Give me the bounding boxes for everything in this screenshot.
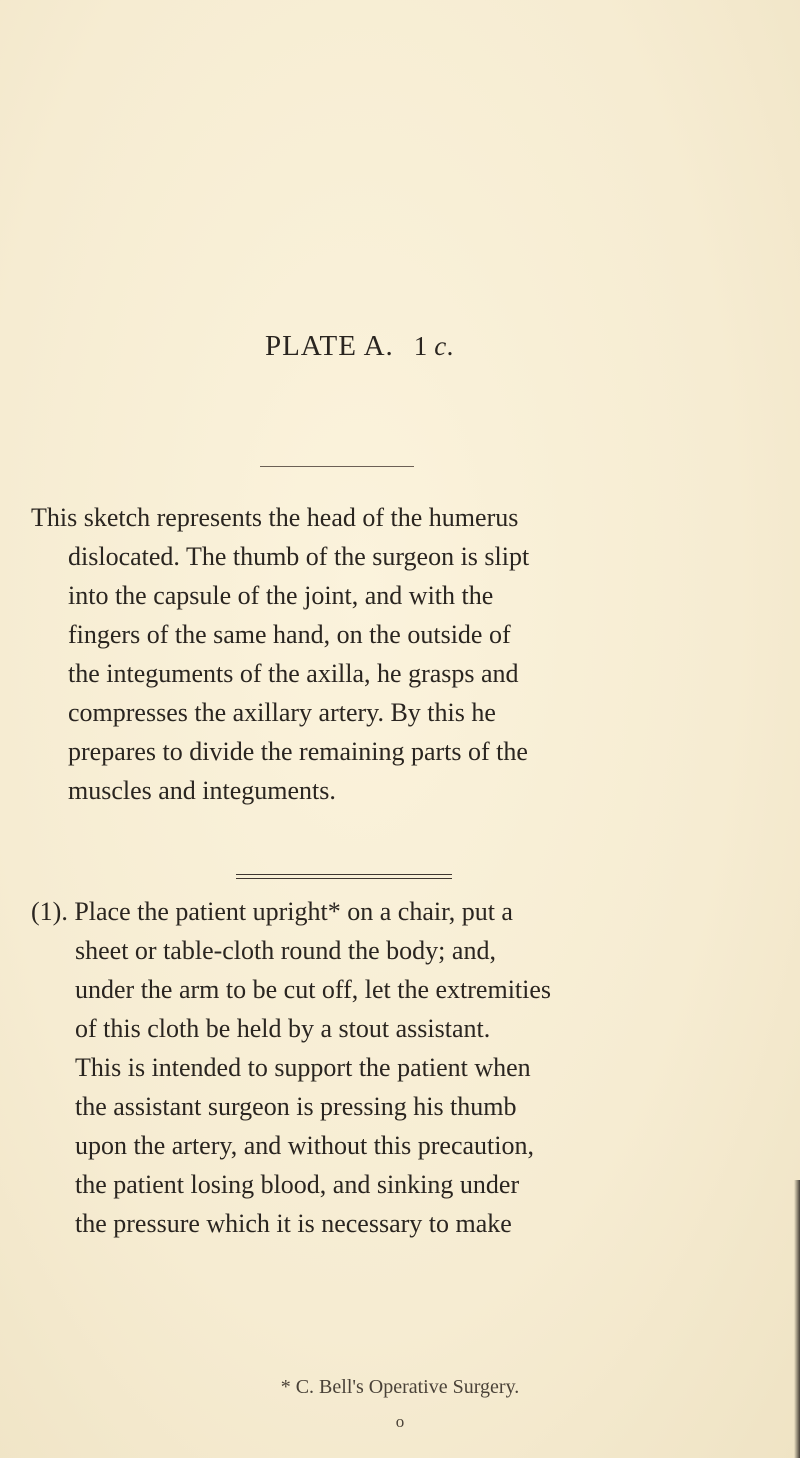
paragraph-line: sheet or table-cloth round the body; and, bbox=[75, 936, 496, 965]
plate-heading bbox=[0, 330, 720, 363]
plate-ref-letter: c. bbox=[434, 331, 456, 361]
paragraph-line: the pressure which it is necessary to make bbox=[75, 1209, 512, 1238]
paragraph-line: the patient losing blood, and sinking under bbox=[75, 1170, 520, 1199]
short-divider-rule bbox=[260, 466, 414, 467]
paragraph-line: the assistant surgeon is pressing his thumb bbox=[75, 1092, 517, 1121]
footnote: * C. Bell's Operative Surgery. bbox=[280, 1376, 520, 1398]
paragraph-line: the integuments of the axilla, he grasps and bbox=[68, 659, 519, 688]
plate-title: PLATE A. bbox=[264, 330, 394, 362]
paragraph-line: under the arm to be cut off, let the extremities bbox=[75, 975, 552, 1004]
paragraph-line: muscles and integuments. bbox=[68, 776, 336, 805]
paragraph-line: (1). Place the patient upright* on a chair, put a bbox=[31, 897, 513, 926]
plate-description-paragraph bbox=[31, 498, 731, 810]
paragraph-line: into the capsule of the joint, and with the bbox=[68, 581, 494, 610]
paragraph-line: fingers of the same hand, on the outside of bbox=[68, 620, 511, 649]
instruction-paragraph bbox=[31, 892, 731, 1243]
paragraph-line: compresses the axillary artery. By this he bbox=[68, 698, 496, 727]
plate-ref-number: 1 bbox=[413, 331, 429, 361]
plate-reference bbox=[414, 331, 455, 361]
double-divider-rule bbox=[236, 874, 452, 879]
printer-signature-mark: o bbox=[395, 1412, 405, 1431]
paragraph-line: This is intended to support the patient when bbox=[75, 1053, 531, 1082]
paragraph-line: dislocated. The thumb of the surgeon is slipt bbox=[68, 542, 530, 571]
paragraph-line: of this cloth be held by a stout assistant. bbox=[75, 1014, 491, 1043]
paragraph-line: upon the artery, and without this precaution, bbox=[75, 1131, 534, 1160]
paragraph-line: This sketch represents the head of the humerus bbox=[31, 503, 519, 532]
page-edge-shadow bbox=[794, 1180, 800, 1458]
paragraph-line: prepares to divide the remaining parts of the bbox=[68, 737, 528, 766]
